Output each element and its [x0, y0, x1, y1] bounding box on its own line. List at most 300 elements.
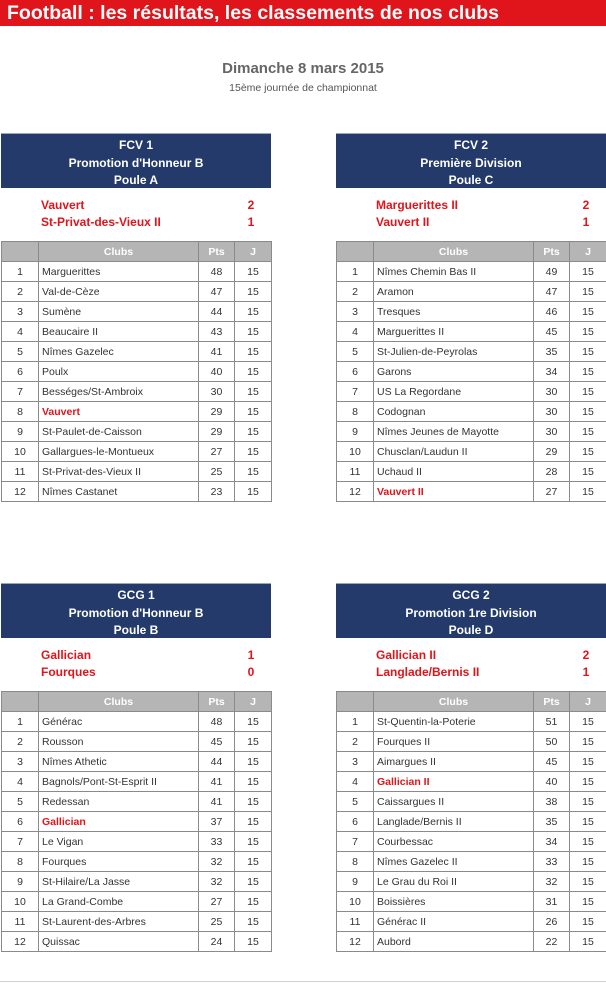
rank-cell: 5	[337, 792, 374, 812]
group-name: GCG 2	[452, 588, 490, 602]
played-cell: 15	[235, 772, 272, 792]
club-cell: Bességes/St-Ambroix	[39, 382, 199, 402]
club-cell: Marguerittes II	[374, 322, 534, 342]
club-cell: Beaucaire II	[39, 322, 199, 342]
played-cell: 15	[570, 872, 606, 892]
group-block	[336, 133, 606, 502]
points-column-header: Pts	[534, 242, 570, 262]
played-cell: 15	[570, 382, 606, 402]
points-column-header: Pts	[199, 692, 235, 712]
result-line	[1, 214, 271, 231]
club-cell: St-Privat-des-Vieux II	[39, 462, 199, 482]
standings-table	[1, 691, 272, 952]
rank-cell: 1	[2, 262, 39, 282]
club-cell: Val-de-Cèze	[39, 282, 199, 302]
rank-cell: 5	[2, 342, 39, 362]
table-row	[337, 482, 606, 502]
rank-column-header	[337, 692, 374, 712]
points-cell: 26	[534, 912, 570, 932]
table-row	[2, 262, 272, 282]
played-cell: 15	[570, 892, 606, 912]
points-cell: 38	[534, 792, 570, 812]
club-cell: Aramon	[374, 282, 534, 302]
played-cell: 15	[570, 322, 606, 342]
played-cell: 15	[235, 812, 272, 832]
club-cell: Garons	[374, 362, 534, 382]
points-cell: 29	[199, 422, 235, 442]
rank-cell: 11	[2, 462, 39, 482]
table-row	[2, 442, 272, 462]
club-cell: Le Grau du Roi II	[374, 872, 534, 892]
club-cell: Redessan	[39, 792, 199, 812]
result-line	[336, 197, 606, 214]
played-cell: 15	[570, 422, 606, 442]
table-row	[2, 342, 272, 362]
result-score: 0	[247, 665, 255, 679]
points-cell: 45	[199, 732, 235, 752]
points-cell: 34	[534, 362, 570, 382]
table-row	[337, 812, 606, 832]
rank-cell: 5	[337, 342, 374, 362]
club-cell: Courbessac	[374, 832, 534, 852]
rank-cell: 1	[2, 712, 39, 732]
table-row	[2, 322, 272, 342]
standings-table	[1, 241, 272, 502]
played-cell: 15	[570, 342, 606, 362]
played-cell: 15	[570, 482, 606, 502]
standings-header-row	[337, 692, 606, 712]
played-cell: 15	[570, 442, 606, 462]
table-row	[337, 832, 606, 852]
table-row	[2, 402, 272, 422]
table-row	[2, 792, 272, 812]
club-cell: St-Laurent-des-Arbres	[39, 912, 199, 932]
table-row	[337, 282, 606, 302]
points-cell: 27	[199, 892, 235, 912]
points-cell: 31	[534, 892, 570, 912]
played-cell: 15	[570, 402, 606, 422]
points-cell: 30	[534, 422, 570, 442]
club-cell: Aimargues II	[374, 752, 534, 772]
club-cell: Nîmes Athetic	[39, 752, 199, 772]
rank-cell: 10	[2, 442, 39, 462]
played-cell: 15	[235, 382, 272, 402]
played-cell: 15	[235, 342, 272, 362]
played-cell: 15	[570, 812, 606, 832]
club-cell: Aubord	[374, 932, 534, 952]
table-row	[337, 872, 606, 892]
played-cell: 15	[570, 362, 606, 382]
points-cell: 34	[534, 832, 570, 852]
rank-cell: 2	[337, 282, 374, 302]
played-cell: 15	[235, 422, 272, 442]
group-division: Promotion 1re Division	[405, 605, 537, 620]
table-row	[337, 912, 606, 932]
table-row	[2, 282, 272, 302]
points-cell: 45	[534, 322, 570, 342]
rank-cell: 7	[337, 832, 374, 852]
points-cell: 41	[199, 792, 235, 812]
played-cell: 15	[235, 462, 272, 482]
rank-cell: 3	[2, 302, 39, 322]
group-block	[336, 583, 606, 952]
table-row	[337, 462, 606, 482]
rank-cell: 6	[2, 812, 39, 832]
club-cell: US La Regordane	[374, 382, 534, 402]
rank-cell: 2	[337, 732, 374, 752]
table-row	[337, 262, 606, 282]
group-header	[1, 583, 271, 638]
rank-cell: 7	[337, 382, 374, 402]
rank-cell: 9	[2, 422, 39, 442]
played-cell: 15	[235, 322, 272, 342]
rank-cell: 7	[2, 382, 39, 402]
points-cell: 29	[199, 402, 235, 422]
club-cell: Chusclan/Laudun II	[374, 442, 534, 462]
table-row	[2, 752, 272, 772]
club-cell: Rousson	[39, 732, 199, 752]
club-cell: Nîmes Gazelec II	[374, 852, 534, 872]
result-team: Gallician	[41, 648, 92, 662]
table-row	[337, 752, 606, 772]
club-cell: Nîmes Castanet	[39, 482, 199, 502]
match-result	[336, 188, 606, 241]
result-line	[1, 647, 271, 664]
clubs-column-header: Clubs	[374, 242, 534, 262]
points-cell: 32	[534, 872, 570, 892]
result-team: St-Privat-des-Vieux II	[41, 215, 161, 229]
points-cell: 44	[199, 752, 235, 772]
group-name: FCV 1	[118, 138, 153, 152]
table-row	[2, 382, 272, 402]
played-cell: 15	[235, 932, 272, 952]
played-cell: 15	[235, 792, 272, 812]
club-cell: St-Julien-de-Peyrolas	[374, 342, 534, 362]
played-cell: 15	[570, 792, 606, 812]
points-cell: 40	[534, 772, 570, 792]
club-cell: Langlade/Bernis II	[374, 812, 534, 832]
table-row	[2, 812, 272, 832]
rank-cell: 2	[2, 282, 39, 302]
rank-cell: 12	[337, 932, 374, 952]
rank-cell: 6	[337, 812, 374, 832]
played-cell: 15	[570, 752, 606, 772]
club-cell: Nîmes Gazelec	[39, 342, 199, 362]
table-row	[337, 302, 606, 322]
played-cell: 15	[235, 262, 272, 282]
club-cell: Poulx	[39, 362, 199, 382]
table-row	[2, 732, 272, 752]
clubs-column-header: Clubs	[374, 692, 534, 712]
standings-header-row	[2, 242, 272, 262]
rank-column-header	[337, 242, 374, 262]
club-cell: Générac	[39, 712, 199, 732]
result-score: 1	[247, 215, 255, 229]
match-date: Dimanche 8 mars 2015	[222, 60, 384, 77]
club-cell: Quissac	[39, 932, 199, 952]
played-cell: 15	[570, 732, 606, 752]
page-title: Football : les résultats, les classements de nos clubs	[0, 0, 606, 26]
club-cell: Boissières	[374, 892, 534, 912]
match-result	[1, 188, 271, 241]
rank-cell: 4	[337, 322, 374, 342]
standings-table	[336, 691, 606, 952]
points-cell: 47	[199, 282, 235, 302]
result-score: 2	[582, 198, 590, 212]
played-cell: 15	[570, 262, 606, 282]
clubs-column-header: Clubs	[39, 692, 199, 712]
group-header	[336, 583, 606, 638]
points-cell: 41	[199, 342, 235, 362]
played-cell: 15	[235, 282, 272, 302]
result-score: 1	[247, 648, 255, 662]
points-cell: 44	[199, 302, 235, 322]
table-row	[2, 852, 272, 872]
points-cell: 35	[534, 342, 570, 362]
played-cell: 15	[570, 772, 606, 792]
result-team: Vauvert II	[376, 215, 430, 229]
group-name: GCG 1	[117, 588, 155, 602]
rank-cell: 10	[2, 892, 39, 912]
rank-cell: 3	[337, 302, 374, 322]
played-cell: 15	[570, 912, 606, 932]
group-division: Promotion d'Honneur B	[68, 605, 204, 620]
points-cell: 45	[534, 752, 570, 772]
result-line	[336, 664, 606, 681]
table-row	[2, 422, 272, 442]
clubs-column-header: Clubs	[39, 242, 199, 262]
group-name: FCV 2	[453, 138, 488, 152]
group-pool: Poule B	[113, 623, 159, 637]
rank-cell: 9	[2, 872, 39, 892]
rank-cell: 3	[337, 752, 374, 772]
played-cell: 15	[235, 892, 272, 912]
table-row	[2, 832, 272, 852]
rank-cell: 12	[2, 482, 39, 502]
table-row	[337, 322, 606, 342]
played-cell: 15	[570, 712, 606, 732]
rank-cell: 12	[2, 932, 39, 952]
result-line	[1, 664, 271, 681]
played-cell: 15	[570, 462, 606, 482]
points-cell: 33	[199, 832, 235, 852]
group-pool: Poule C	[448, 173, 494, 187]
table-row	[2, 892, 272, 912]
club-cell: Gallargues-le-Montueux	[39, 442, 199, 462]
points-column-header: Pts	[199, 242, 235, 262]
group-block	[1, 583, 271, 952]
table-row	[2, 302, 272, 322]
played-cell: 15	[235, 872, 272, 892]
result-score: 1	[582, 665, 590, 679]
rank-cell: 8	[2, 402, 39, 422]
club-cell: Vauvert	[39, 402, 199, 422]
played-cell: 15	[235, 362, 272, 382]
table-row	[337, 932, 606, 952]
rank-cell: 8	[2, 852, 39, 872]
result-line	[1, 197, 271, 214]
played-cell: 15	[570, 932, 606, 952]
played-cell: 15	[570, 832, 606, 852]
table-row	[337, 442, 606, 462]
table-row	[337, 422, 606, 442]
table-row	[337, 892, 606, 912]
group-header	[336, 133, 606, 188]
rank-cell: 8	[337, 402, 374, 422]
points-cell: 46	[534, 302, 570, 322]
table-row	[2, 462, 272, 482]
club-cell: Générac II	[374, 912, 534, 932]
table-row	[337, 772, 606, 792]
points-cell: 32	[199, 872, 235, 892]
match-result	[1, 638, 271, 691]
club-cell: Codognan	[374, 402, 534, 422]
points-cell: 30	[534, 382, 570, 402]
rank-cell: 11	[2, 912, 39, 932]
result-line	[336, 647, 606, 664]
table-row	[337, 852, 606, 872]
result-team: Marguerittes II	[376, 198, 459, 212]
points-cell: 24	[199, 932, 235, 952]
rank-cell: 5	[2, 792, 39, 812]
club-cell: Sumène	[39, 302, 199, 322]
points-cell: 25	[199, 912, 235, 932]
played-cell: 15	[235, 402, 272, 422]
rank-cell: 11	[337, 462, 374, 482]
matchday-subtitle: 15ème journée de championnat	[229, 82, 377, 94]
table-row	[337, 732, 606, 752]
points-cell: 48	[199, 262, 235, 282]
played-cell: 15	[235, 302, 272, 322]
points-cell: 43	[199, 322, 235, 342]
rank-column-header	[2, 692, 39, 712]
rank-cell: 12	[337, 482, 374, 502]
club-cell: Gallician	[39, 812, 199, 832]
table-row	[337, 362, 606, 382]
played-cell: 15	[235, 442, 272, 462]
points-cell: 48	[199, 712, 235, 732]
played-cell: 15	[235, 832, 272, 852]
points-cell: 41	[199, 772, 235, 792]
points-cell: 49	[534, 262, 570, 282]
group-pool: Poule D	[448, 623, 494, 637]
points-cell: 28	[534, 462, 570, 482]
rank-cell: 7	[2, 832, 39, 852]
group-pool: Poule A	[113, 173, 159, 187]
standings-header-row	[2, 692, 272, 712]
points-cell: 25	[199, 462, 235, 482]
group-header	[1, 133, 271, 188]
result-score: 2	[582, 648, 590, 662]
rank-cell: 6	[2, 362, 39, 382]
points-cell: 47	[534, 282, 570, 302]
table-row	[337, 342, 606, 362]
standings-table	[336, 241, 606, 502]
played-cell: 15	[235, 732, 272, 752]
points-column-header: Pts	[534, 692, 570, 712]
club-cell: St-Quentin-la-Poterie	[374, 712, 534, 732]
rank-cell: 9	[337, 872, 374, 892]
table-row	[2, 772, 272, 792]
points-cell: 32	[199, 852, 235, 872]
table-row	[2, 482, 272, 502]
bottom-divider	[0, 981, 606, 982]
club-cell: St-Paulet-de-Caisson	[39, 422, 199, 442]
rank-cell: 3	[2, 752, 39, 772]
rank-cell: 10	[337, 892, 374, 912]
table-row	[2, 362, 272, 382]
played-cell: 15	[570, 852, 606, 872]
club-cell: Nîmes Chemin Bas II	[374, 262, 534, 282]
result-team: Fourques	[41, 665, 96, 679]
result-score: 2	[247, 198, 255, 212]
points-cell: 50	[534, 732, 570, 752]
table-row	[337, 792, 606, 812]
group-division: Promotion d'Honneur B	[68, 155, 204, 170]
played-column-header: J	[235, 242, 272, 262]
rank-cell: 1	[337, 712, 374, 732]
table-row	[2, 872, 272, 892]
club-cell: Gallician II	[374, 772, 534, 792]
played-cell: 15	[235, 482, 272, 502]
rank-cell: 9	[337, 422, 374, 442]
club-cell: Fourques	[39, 852, 199, 872]
played-cell: 15	[235, 912, 272, 932]
result-line	[336, 214, 606, 231]
club-cell: Vauvert II	[374, 482, 534, 502]
rank-cell: 4	[337, 772, 374, 792]
club-cell: St-Hilaire/La Jasse	[39, 872, 199, 892]
club-cell: Marguerittes	[39, 262, 199, 282]
club-cell: Caissargues II	[374, 792, 534, 812]
played-cell: 15	[235, 712, 272, 732]
points-cell: 30	[199, 382, 235, 402]
club-cell: Le Vigan	[39, 832, 199, 852]
played-column-header: J	[570, 242, 606, 262]
points-cell: 27	[199, 442, 235, 462]
result-team: Vauvert	[41, 198, 85, 212]
rank-cell: 10	[337, 442, 374, 462]
points-cell: 23	[199, 482, 235, 502]
played-cell: 15	[235, 852, 272, 872]
club-cell: Tresques	[374, 302, 534, 322]
played-cell: 15	[570, 282, 606, 302]
points-cell: 33	[534, 852, 570, 872]
group-block	[1, 133, 271, 502]
table-row	[337, 712, 606, 732]
result-score: 1	[582, 215, 590, 229]
result-team: Langlade/Bernis II	[376, 665, 480, 679]
points-cell: 29	[534, 442, 570, 462]
club-cell: Uchaud II	[374, 462, 534, 482]
club-cell: La Grand-Combe	[39, 892, 199, 912]
points-cell: 40	[199, 362, 235, 382]
rank-cell: 8	[337, 852, 374, 872]
played-cell: 15	[570, 302, 606, 322]
points-cell: 35	[534, 812, 570, 832]
played-column-header: J	[235, 692, 272, 712]
club-cell: Fourques II	[374, 732, 534, 752]
table-row	[2, 712, 272, 732]
result-team: Gallician II	[376, 648, 437, 662]
group-division: Première Division	[420, 155, 522, 170]
points-cell: 22	[534, 932, 570, 952]
played-column-header: J	[570, 692, 606, 712]
table-row	[337, 402, 606, 422]
points-cell: 37	[199, 812, 235, 832]
club-cell: Nîmes Jeunes de Mayotte	[374, 422, 534, 442]
rank-cell: 4	[2, 322, 39, 342]
